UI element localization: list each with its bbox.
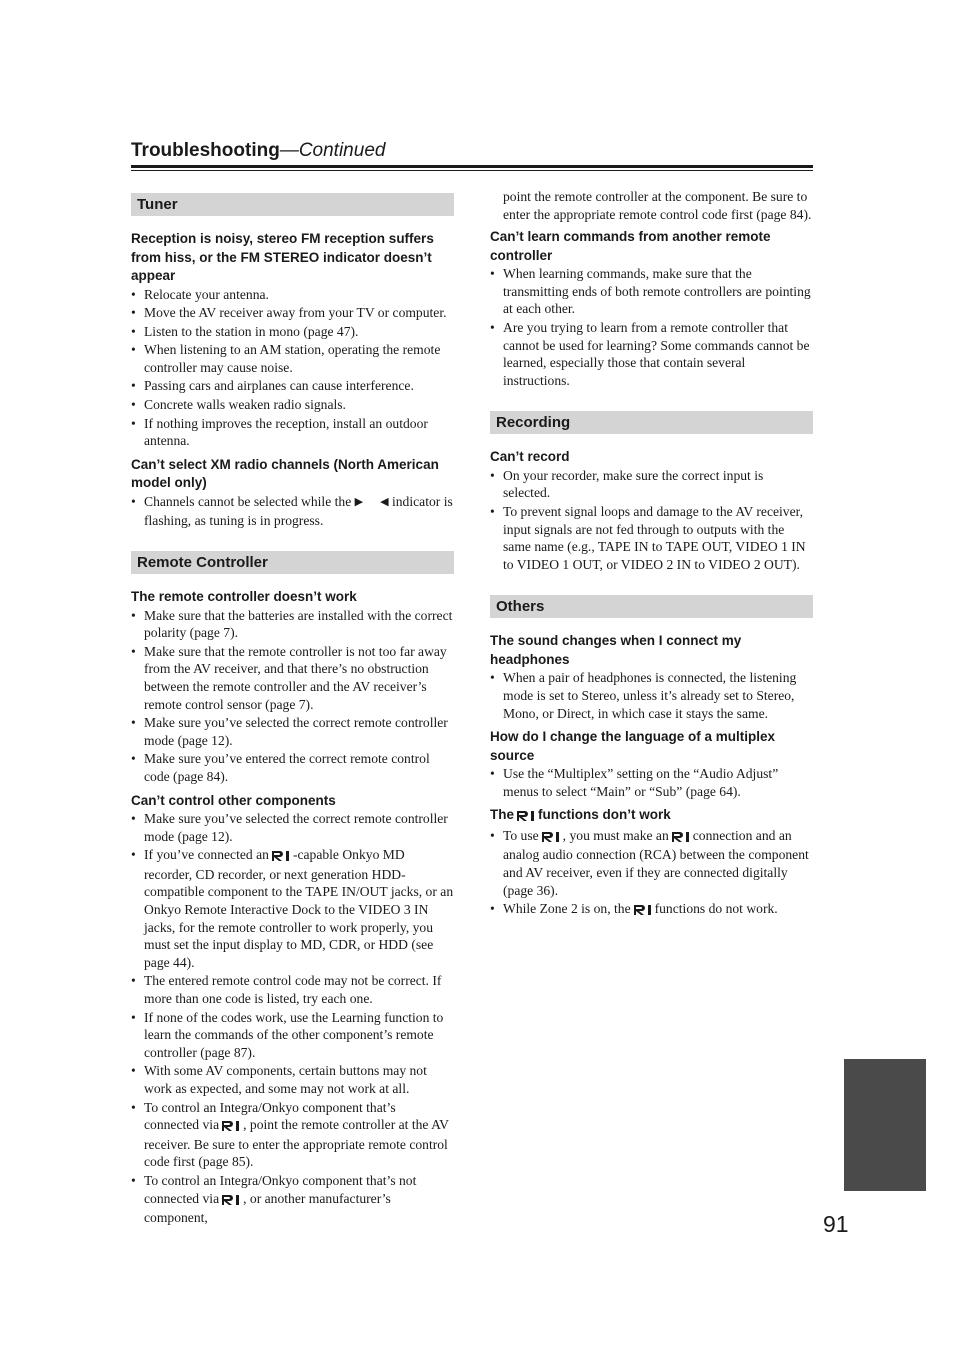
list-item: • Listen to the station in mono (page 47). [131, 323, 454, 341]
list-item [490, 827, 813, 899]
others-q3-heading [490, 806, 813, 827]
list-item: • Make sure you’ve selected the correct remote controller mode (page 12). [131, 714, 454, 749]
list-item: • To prevent signal loops and damage to the AV receiver, input signals are not fed through to outputs with the same name (e.g., TAPE IN to TAPE OUT, VIDEO 1 IN to VIDEO 1 OUT, or VIDEO 2 IN to VIDEO 2 OUT). [490, 503, 813, 573]
play-left-icon: ◀ [380, 495, 389, 508]
list-item-continuation: point the remote controller at the component. Be sure to enter the appropriate remote control code first (page 84). [503, 189, 812, 222]
list-item-text: , you must make an [562, 827, 669, 843]
remote-q2-list [131, 810, 454, 1227]
list-item-text: To control an Integra/Onkyo component that’s connected via [144, 1099, 396, 1133]
page-number: 91 [823, 1211, 849, 1237]
others-q1-heading: The sound changes when I connect my headphones [490, 633, 742, 667]
list-item: • Relocate your antenna. [131, 286, 454, 304]
section-heading-recording: Recording [490, 411, 813, 434]
list-item-text: Channels cannot be selected while the [144, 493, 352, 509]
list-item: • Make sure that the remote controller is not too far away from the AV receiver, and that there’s no obstruction between the remote controller and the AV receiver’s remote control sensor (page 7). [131, 643, 454, 713]
tuner-q2-heading: Can’t select XM radio channels (North American model only) [131, 456, 439, 491]
ri-logo-icon [633, 902, 653, 920]
tuner-q2-list [131, 493, 454, 529]
list-item-text: indicator is flashing, as tuning is in progress. [144, 493, 453, 528]
list-item: • Make sure you’ve selected the correct remote controller mode (page 12). [131, 810, 454, 845]
list-item: • If none of the codes work, use the Learning function to learn the commands of the other component’s remote controller (page 87). [131, 1009, 454, 1062]
list-item: • Are you trying to learn from a remote controller that cannot be used for learning? Some commands cannot be learned, especially those that contain several instructions. [490, 319, 813, 389]
list-item: • Passing cars and airplanes can cause interference. [131, 377, 454, 395]
left-column [131, 193, 454, 1233]
list-item-text: , point the remote controller at the AV receiver. Be sure to enter the appropriate remote control code first (page 85). [144, 1117, 449, 1170]
list-item: • Use the “Multiplex” setting on the “Audio Adjust” menus to select “Main” or “Sub” (page 64). [490, 765, 813, 800]
list-item: • Make sure you’ve entered the correct remote control code (page 84). [131, 750, 454, 785]
tuner-q1-heading: Reception is noisy, stereo FM reception suffers from hiss, or the FM STEREO indicator doesn’t appear [131, 231, 434, 283]
list-item-text: To use [503, 827, 539, 843]
list-item-text: connection and an analog audio connection (RCA) between the component and AV receiver, even if they are connected digitally (page 36). [503, 827, 809, 898]
list-item: • With some AV components, certain buttons may not work as expected, and some may not work at all. [131, 1062, 454, 1097]
chapter-tab-marker [844, 1059, 926, 1191]
section-heading-remote-controller: Remote Controller [131, 551, 454, 574]
page-title: Troubleshooting [131, 140, 280, 161]
list-item: • When a pair of headphones is connected, the listening mode is set to Stereo, unless it’s already set to Stereo, Mono, or Direct, in which case it stays the same. [490, 669, 813, 722]
list-item-text: , or another manufacturer’s component, [144, 1190, 391, 1226]
recording-q1-heading: Can’t record [490, 449, 570, 465]
list-item-text: To control an Integra/Onkyo component that’s not connected via [144, 1172, 417, 1206]
list-item-text: functions do not work. [654, 901, 778, 917]
others-q2-list [490, 765, 813, 800]
section-heading-others: Others [490, 595, 813, 618]
list-item-text: While Zone 2 is on, the [503, 901, 631, 917]
others-q3-list [490, 827, 813, 920]
list-item: • The entered remote control code may not be correct. If more than one code is listed, try each one. [131, 972, 454, 1007]
list-item-text: If you’ve connected an [144, 847, 269, 863]
header-rule-thin [131, 170, 813, 171]
ri-logo-icon [671, 829, 691, 847]
list-item [490, 900, 813, 920]
list-item: • Move the AV receiver away from your TV or computer. [131, 304, 454, 322]
ri-logo-icon [516, 808, 536, 827]
list-item: • Make sure that the batteries are installed with the correct polarity (page 7). [131, 607, 454, 642]
remote-q1-list [131, 607, 454, 786]
header-rule-thick [131, 165, 813, 168]
list-item-text: -capable Onkyo MD recorder, CD recorder, or next generation HDD-compatible component to the TAPE IN/OUT jacks, or an Onkyo Remote Interactive Dock to the VIDEO 3 IN jacks, for the remote controller to work properly, you must set the input display to MD, CDR, or HDD (see page 44). [144, 847, 454, 970]
others-q2-heading: How do I change the language of a multiplex source [490, 729, 776, 763]
tuner-q1-list [131, 286, 454, 450]
list-item: • On your recorder, make sure the correct input is selected. [490, 467, 813, 502]
list-item: • Concrete walls weaken radio signals. [131, 396, 454, 414]
others-q1-list [490, 669, 813, 722]
recording-q1-list [490, 467, 813, 574]
list-item [131, 1172, 454, 1227]
ri-logo-icon [221, 1118, 241, 1136]
section-heading-tuner: Tuner [131, 193, 454, 216]
remote-q2-heading: Can’t control other components [131, 792, 336, 808]
heading-text: functions don’t work [538, 807, 671, 823]
page-title-continued: —Continued [279, 140, 386, 161]
play-right-icon: ▶ [354, 495, 364, 508]
ri-logo-icon [221, 1192, 241, 1210]
list-item: • When learning commands, make sure that the transmitting ends of both remote controllers are pointing at each other. [490, 265, 813, 318]
remote-q3-list [490, 265, 813, 389]
page-header [131, 139, 813, 163]
list-item [131, 846, 454, 971]
list-item: • If nothing improves the reception, install an outdoor antenna. [131, 415, 454, 450]
list-item [131, 1099, 454, 1171]
list-item: • When listening to an AM station, operating the remote controller may cause noise. [131, 341, 454, 376]
remote-q3-heading: Can’t learn commands from another remote controller [490, 229, 771, 263]
ri-logo-icon [271, 848, 291, 866]
ri-logo-icon [541, 829, 561, 847]
list-item [131, 493, 454, 529]
remote-q1-heading: The remote controller doesn’t work [131, 589, 357, 605]
right-column [490, 188, 813, 926]
heading-text: The [490, 807, 515, 823]
